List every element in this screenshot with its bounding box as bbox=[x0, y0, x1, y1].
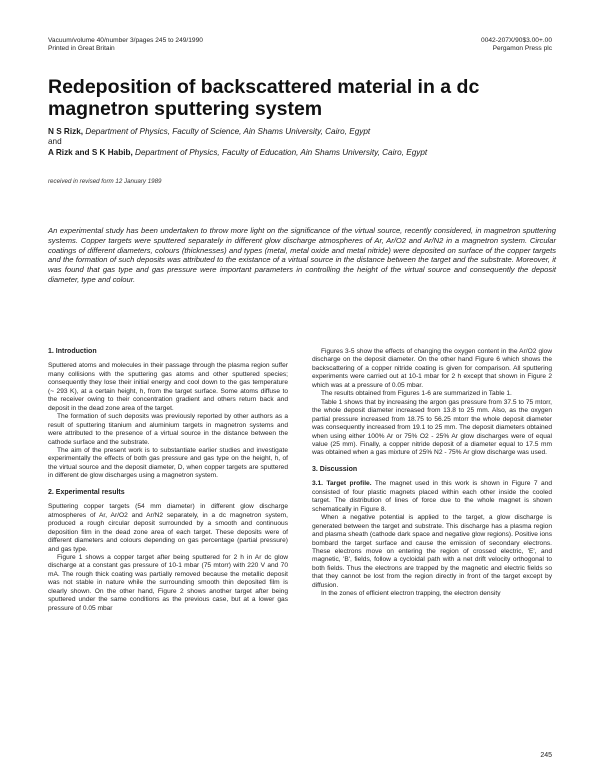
journal-citation-line1: Vacuum/volume 40/number 3/pages 245 to 249/1990 bbox=[48, 37, 203, 44]
author-affiliation-2: Department of Physics, Faculty of Education, Ain Shams University, Cairo, Egypt bbox=[135, 147, 428, 157]
publisher-info bbox=[481, 37, 552, 53]
author-names-1: N S Rizk, bbox=[48, 127, 84, 136]
section-heading-discussion: 3. Discussion bbox=[312, 465, 358, 473]
left-column bbox=[48, 348, 288, 613]
author-conjunction: and bbox=[48, 137, 62, 147]
discussion-paragraph-2: When a negative potential is applied to the target, a glow discharge is generated between the target and substrate. This discharge has a plasma region and plasma sheath (cathode dark space and negative glow regions). Positive ions bombard the target surface and cause the emission of secondary electrons. These electrons move on entering the region of crossed electric, 'E', and magnetic, 'B', fields, follow a cycloidal path with a net drift velocity orthogonal to both fields. Thus the electrons are trapped by the magnetic and electric fields so that they cannot be lost from the region directly in front of the target except by diffusion. bbox=[312, 514, 552, 589]
results-paragraph-1: Figures 3-5 show the effects of changing the oxygen content in the Ar/O2 glow discharge on the deposit diameter. On the other hand Figure 6 which shows the backscattering of a copper nitride coating is given for comparison. All sputtering experiments were carried out at 10-1 mbar for 2 h except that shown in Figure 2 which was at a pressure of 0.05 mbar. bbox=[312, 348, 552, 389]
experimental-paragraph-2: Figure 1 shows a copper target after being sputtered for 2 h in Ar dc glow discharge at a constant gas pressure of 10-1 mbar (75 mtorr) with 220 V and 70 mA. The rough thick coating was partially removed because the metallic deposit was not stable in nature while the surrounding smooth thin deposited film is clearly shown. On the other hand, Figure 2 shows another target after being sputtered under the same conditions as the previous case, but at a lower gas pressure of 0.05 mbar bbox=[48, 553, 288, 612]
intro-paragraph-3: The aim of the present work is to substantiate earlier studies and investigate experimentally the effects of both gas pressure and gas type on the height, h, of the virtual source and the deposit diameter, D, when copper targets are sputtered in different de glow discharges using a magnetron system. bbox=[48, 446, 288, 480]
results-paragraph-3: Table 1 shows that by increasing the argon gas pressure from 37.5 to 75 mtorr, the whole deposit diameter increased from 13.8 to 25 mm. Also, as the oxygen partial pressure increased from 18.75 to 56.25 mtorr the whole deposit diameter was consequently increased from 19.1 to 25 mm. The deposit diameters obtained when using either 100% Ar or 75% O2 - 25% Ar glow discharges were of equal value (25 mm). Finally, a copper nitride deposit of a diameter equal to 17.5 mm was obtained when a gas mixture of 25% N2 - 75% Ar glow discharge was used. bbox=[312, 398, 552, 457]
journal-citation-line2: Printed in Great Britain bbox=[48, 45, 115, 53]
received-date: received in revised form 12 January 1989 bbox=[48, 178, 162, 185]
author-affiliation-1: Department of Physics, Faculty of Science, Ain Shams University, Cairo, Egypt bbox=[85, 127, 371, 136]
page-number: 245 bbox=[540, 752, 552, 759]
paper-title: Redeposition of backscattered material in a dc magnetron sputtering system bbox=[48, 76, 480, 120]
abstract: An experimental study has been undertaken to throw more light on the significance of the virtual source, recently considered, in magnetron sputtering systems. Copper targets were sputtered separately in different glow discharge atmospheres of Ar, Ar/O2 and Ar/N2 in a magnetron system. Circular coatings of different diameters, colours (thicknesses) and types (metal, metal oxide and metal nitride) were deposited on surface of the copper targets and the formation of such deposits was attributed to the existance of a virtual source in the distance between the target and the substrate. Moreover, it was found that gas type and gas pressure were important parameters in controlling the height of the virtual source and consequently the deposit diameter, type and colour. bbox=[48, 226, 556, 284]
intro-paragraph-2: The formation of such deposits was previously reported by other authors as a result of sputtering titanium and aluminium targets in magnetron systems and were attributed to the presence of a virtual source in the distance between the cathode surface and the substrate. bbox=[48, 413, 288, 446]
right-column bbox=[312, 348, 552, 599]
section-heading-experimental: 2. Experimental results bbox=[48, 488, 125, 496]
author-line-2 bbox=[48, 148, 558, 158]
discussion-paragraph-1-text: The magnet used in this work is shown in Figure 7 and consisted of four plastic magnets placed within each other inside the cooled target. The distribution of lines of force due to the whole magnet is shown schematically in Figure 8. bbox=[312, 480, 552, 513]
issn-line: 0042-207X/90$3.00+.00 bbox=[481, 37, 552, 44]
journal-citation bbox=[48, 37, 203, 53]
author-names-2: A Rizk and S K Habib, bbox=[48, 147, 133, 157]
intro-paragraph-1: Sputtered atoms and molecules in their passage through the plasma region suffer many collisions with the sputtering gas atoms and other sputtered species; consequently they lose their initial energy and cool down to the gas temperature (~ 293 K), at a certain height, h, from the target surface. Some atoms diffuse to the receiver owing to their concentration gradient and others return back and deposit in the dead zone area of the target. bbox=[48, 362, 288, 412]
results-paragraph-2: The results obtained from Figures 1-6 are summarized in Table 1. bbox=[321, 390, 512, 398]
section-heading-introduction: 1. Introduction bbox=[48, 348, 97, 355]
experimental-paragraph-1: Sputtering copper targets (54 mm diameter) in different glow discharge atmospheres of Ar, Ar/O2 and Ar/N2 separately, in a dc magnetron system, produced a rough circular deposit surrounded by a smooth and continuous deposition film in the dead zone area of each target. These deposits were of different diameters and colours depending on gas percentage (partial pressure) and gas type. bbox=[48, 503, 288, 553]
subsection-heading-target-profile: 3.1. Target profile. bbox=[312, 480, 372, 488]
discussion-paragraph-3: In the zones of efficient electron trapping, the electron density bbox=[321, 590, 501, 598]
discussion-paragraph-1 bbox=[312, 480, 552, 514]
author-line-1 bbox=[48, 127, 558, 137]
publisher-line: Pergamon Press plc bbox=[492, 45, 552, 53]
author-block bbox=[48, 127, 558, 158]
